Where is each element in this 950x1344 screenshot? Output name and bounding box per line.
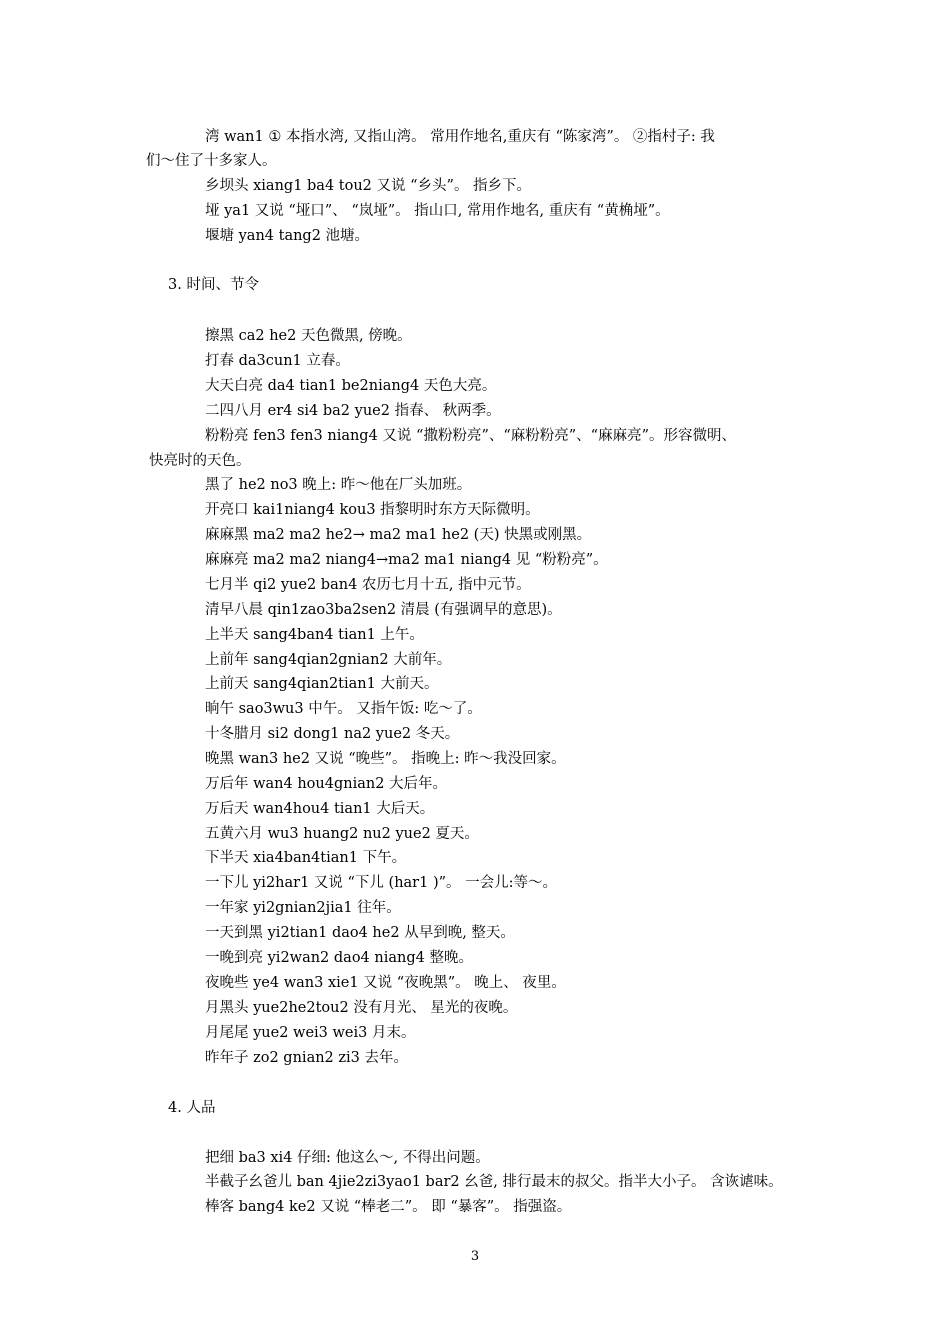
section-heading: 4. 人品: [168, 1100, 216, 1116]
section-heading: 3. 时间、节令: [168, 277, 259, 293]
entry-line: 昨年子 zo2 gnian2 zi3 去年。: [205, 1050, 408, 1066]
entry-line: 堰塘 yan4 tang2 池塘。: [205, 228, 370, 244]
entry-line: 快亮时的天色。: [149, 453, 251, 469]
entry-line: 一年家 yi2gnian2jia1 往年。: [205, 900, 401, 916]
entry-line: 夜晚些 ye4 wan3 xie1 又说 “夜晚黑”。 晚上、 夜里。: [205, 975, 566, 991]
page-number: 3: [470, 1249, 480, 1264]
entry-line: 把细 ba3 xi4 仔细: 他这么～, 不得出问题。: [205, 1150, 490, 1166]
entry-line: 一天到黑 yi2tian1 dao4 he2 从早到晚, 整天。: [205, 925, 515, 941]
entry-line: 打春 da3cun1 立春。: [205, 353, 350, 369]
entry-line: 湾 wan1 ① 本指水湾, 又指山湾。 常用作地名,重庆有 “陈家湾”。 ②指村子: 我: [205, 129, 715, 145]
entry-line: 一下儿 yi2har1 又说 “下儿 (har1 )”。 一会儿:等～。: [205, 875, 558, 891]
entry-line: 五黄六月 wu3 huang2 nu2 yue2 夏天。: [205, 826, 479, 842]
entry-line: 擦黑 ca2 he2 天色微黑, 傍晚。: [205, 328, 412, 344]
entry-line: 晚黑 wan3 he2 又说 “晚些”。 指晚上: 昨～我没回家。: [205, 751, 566, 767]
entry-line: 们～住了十多家人。: [146, 153, 277, 169]
entry-line: 上半天 sang4ban4 tian1 上午。: [205, 627, 424, 643]
entry-line: 月黑头 yue2he2tou2 没有月光、 星光的夜晚。: [205, 1000, 518, 1016]
entry-line: 下半天 xia4ban4tian1 下午。: [205, 850, 407, 866]
entry-line: 棒客 bang4 ke2 又说 “棒老二”。 即 “暴客”。 指强盗。: [205, 1199, 572, 1215]
entry-line: 上前天 sang4qian2tian1 大前天。: [205, 676, 439, 692]
entry-line: 半截子幺爸儿 ban 4jie2zi3yao1 bar2 幺爸, 排行最末的叔父。指半大小子。 含诙谑味。: [205, 1174, 783, 1190]
entry-line: 晌午 sao3wu3 中午。 又指午饭: 吃～了。: [205, 701, 482, 717]
entry-line: 乡坝头 xiang1 ba4 tou2 又说 “乡头”。 指乡下。: [205, 178, 532, 194]
entry-line: 垭 ya1 又说 “垭口”、 “岚垭”。 指山口, 常用作地名, 重庆有 “黄桷垭”。: [205, 203, 670, 219]
entry-line: 一晚到亮 yi2wan2 dao4 niang4 整晚。: [205, 950, 473, 966]
entry-line: 万后天 wan4hou4 tian1 大后天。: [205, 801, 435, 817]
entry-line: 二四八月 er4 si4 ba2 yue2 指春、 秋两季。: [205, 403, 501, 419]
entry-line: 月尾尾 yue2 wei3 wei3 月末。: [205, 1025, 416, 1041]
entry-line: 万后年 wan4 hou4gnian2 大后年。: [205, 776, 448, 792]
entry-line: 十冬腊月 si2 dong1 na2 yue2 冬天。: [205, 726, 460, 742]
entry-line: 麻麻亮 ma2 ma2 niang4→ma2 ma1 niang4 见 “粉粉亮”。: [205, 552, 608, 568]
entry-line: 粉粉亮 fen3 fen3 niang4 又说 “撒粉粉亮”、“麻粉粉亮”、“麻麻亮”。形容微明、: [205, 428, 737, 444]
entry-line: 开亮口 kai1niang4 kou3 指黎明时东方天际微明。: [205, 502, 540, 518]
entry-line: 麻麻黑 ma2 ma2 he2→ ma2 ma1 he2 (天) 快黑或刚黑。: [205, 527, 592, 543]
entry-line: 上前年 sang4qian2gnian2 大前年。: [205, 652, 452, 668]
entry-line: 黑了 he2 no3 晚上: 昨～他在厂头加班。: [205, 477, 472, 493]
entry-line: 清早八晨 qin1zao3ba2sen2 清晨 (有强调早的意思)。: [205, 602, 562, 618]
entry-line: 七月半 qi2 yue2 ban4 农历七月十五, 指中元节。: [205, 577, 531, 593]
entry-line: 大天白亮 da4 tian1 be2niang4 天色大亮。: [205, 378, 497, 394]
